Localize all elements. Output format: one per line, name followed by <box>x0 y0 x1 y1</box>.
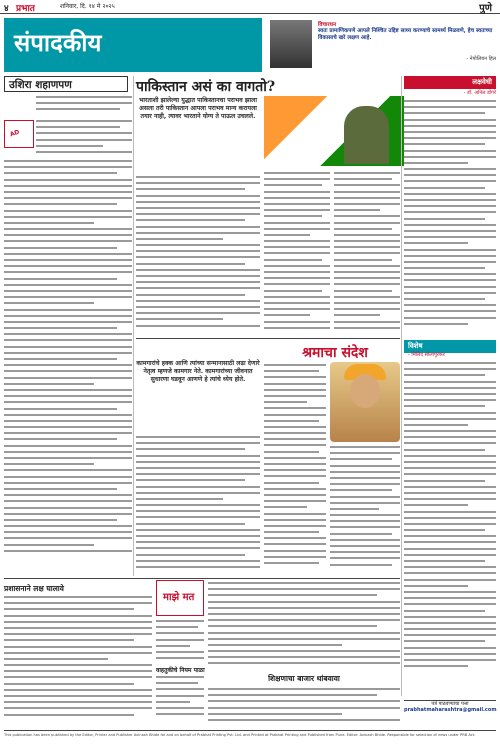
editorial-two-body-c <box>334 172 400 336</box>
flag-soldier-image <box>264 96 404 166</box>
editorial-three-pullquote: कामगारांचे हक्क आणि त्यांच्या सन्मानासाठी लढा देणारे नेतृत्व म्हणजे कामगार नेते. कामगारांच्या जीवनात सुधारणा घडवून आणणे हे त्यांचे ध्येय होते. <box>136 360 260 383</box>
letter-four-body <box>208 688 400 726</box>
editorial-two-body-a <box>136 176 260 336</box>
imprint-footer: This publication has been published by the Editor, Printer and Publisher Avinash Bhide for and on behalf of Prabhat Printing Pvt. Ltd. and Printed at Prabhat Printing and Published from Pune. Editor: Avinash Bhide. Responsible for selection of news under PRB Act. <box>4 730 496 738</box>
author-photo <box>270 20 312 68</box>
page-number: ४ <box>4 4 9 14</box>
sidebox-author: - डॉ. अनिल डोंगरे <box>463 90 496 96</box>
letter-two-heading: वाहतुकीचे नियम पाळा <box>156 667 205 674</box>
special-author: - मिलिंद सोलापूरकर <box>408 352 445 358</box>
editorial-one-body-a <box>36 120 132 160</box>
quote-box <box>270 20 496 70</box>
newspaper-logo: प्रभात <box>16 4 35 14</box>
letter-two-intro <box>156 620 204 664</box>
ad-stamp <box>4 120 34 148</box>
editorial-three-body-c <box>330 446 400 576</box>
letter-one-heading: प्रशासनाने लक्ष घालावे <box>4 584 64 593</box>
face-shape <box>350 374 380 408</box>
letter-one-body <box>4 596 152 726</box>
right-column-divider <box>401 76 402 696</box>
sidebox <box>404 76 496 96</box>
editorial-one-body-b <box>4 160 132 576</box>
issue-date: शनिवार, दि. १४ मे २०२५ <box>60 3 115 10</box>
editorial-one-heading-box <box>4 76 128 92</box>
section-banner <box>4 18 262 72</box>
soldier-figure <box>344 106 389 164</box>
contact-email[interactable]: prabhatmaharashtra@gmail.com <box>404 707 497 713</box>
special-heading: विशेष <box>404 340 496 353</box>
sidebox-body <box>404 100 496 336</box>
bottom-rule <box>4 578 400 579</box>
quote-text: स्वतः प्रामाणिकपणे आपले निश्चित उद्दिष्ट साध्य करण्याचे सामर्थ्य मिळवणे, हेच स्वतःच्या विकासाचे खरे लक्षण आहे. <box>318 28 493 41</box>
editorial-three-heading: श्रमाचा संदेश <box>302 345 368 361</box>
ad-stamp-label: AD <box>9 128 21 139</box>
editorial-two-body-b <box>264 172 330 336</box>
editorial-three-heading-box <box>270 342 400 362</box>
editorial-one-heading: उशिरा शहाणपण <box>9 79 72 91</box>
contact-box <box>404 700 496 724</box>
letter-two-body <box>156 676 204 726</box>
section-rule <box>136 338 400 339</box>
quote-heading: विचारधन <box>318 22 337 28</box>
sidebox-heading: लक्षवेधी <box>404 76 496 89</box>
quote-author: - नेपोलियन हिल <box>466 56 496 62</box>
column-divider <box>133 76 134 576</box>
letter-three-body <box>208 582 400 672</box>
editorial-one-intro <box>36 96 132 118</box>
editorial-two-heading: पाकिस्तान असं का वागतो? <box>136 79 276 95</box>
opinion-badge <box>156 580 204 616</box>
special-body <box>404 362 496 696</box>
editorial-three-body-a <box>136 436 260 576</box>
editorial-two-heading-box <box>136 76 396 96</box>
contact-label: पत्रे पाठवण्याचा पत्ता <box>431 701 469 707</box>
leader-portrait <box>330 362 400 442</box>
letter-four-heading: शिक्षणाचा बाजार थांबवावा <box>268 674 340 683</box>
city-label: पुणे <box>479 3 492 14</box>
opinion-badge-label: माझे मत <box>163 592 195 603</box>
editorial-three-body-b <box>264 364 326 576</box>
masthead <box>0 0 500 14</box>
section-title: संपादकीय <box>14 28 102 57</box>
editorial-two-pullquote: भारताशी झालेल्या युद्धात पाकिस्तानचा पराभव झाला असला तरी पाकिस्तान आपला पराभव मान्य करायला तयार नाही, त्यावर भारताने योग्य ते पाऊल उचलले. <box>139 97 257 120</box>
